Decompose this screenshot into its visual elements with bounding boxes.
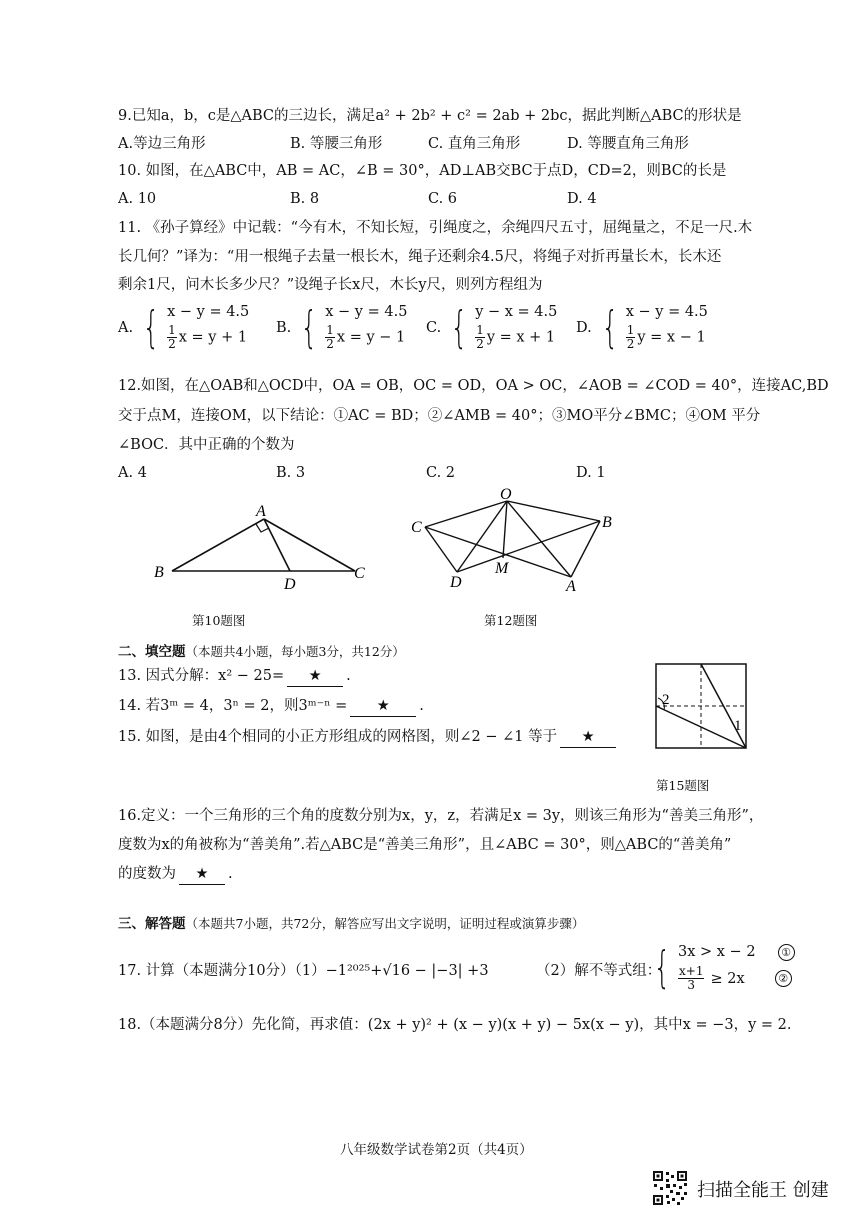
q9-option-b: B. 等腰三角形 xyxy=(290,136,383,152)
equation-2: y = x + 1 xyxy=(486,329,556,346)
option-label: B. xyxy=(276,319,292,336)
page-footer: 八年级数学试卷第2页（共4页） xyxy=(340,1142,533,1158)
q16-answer-blank: ★ xyxy=(179,864,225,885)
q11-line2: 长几何？”译为：“用一根绳子去量一根长木，绳子还剩余4.5尺，将绳子对折再量长木，长木还 xyxy=(118,249,722,265)
q12-line1: 12.如图，在△OAB和△OCD中，OA = OB，OC = OD，OA > OC，∠AOB = ∠COD = 40°，连接AC,BD xyxy=(118,378,829,394)
equation-1: x − y = 4.5 xyxy=(325,304,408,320)
option-label: D. xyxy=(576,319,592,336)
q14: 14. 若3ᵐ = 4，3ⁿ = 2，则3ᵐ⁻ⁿ = ★ . xyxy=(118,696,424,717)
figure-12-caption: 第12题图 xyxy=(484,613,538,628)
equation-2: x = y + 1 xyxy=(178,329,248,346)
figure-10 xyxy=(150,500,380,600)
q10-option-d: D. 4 xyxy=(567,191,597,207)
inequality-2-fraction: $\frac{x+1}{3}$ xyxy=(679,964,704,992)
option-label: C. xyxy=(426,319,442,336)
q11-option-b: B. { x − y = 4.5 $\frac{1}{2}$ x = y − 1 xyxy=(276,301,408,353)
q9-stem: 9.已知a，b，c是△ABC的三边长，满足a² + 2b² + c² = 2ab + 2bc，据此判断△ABC的形状是 xyxy=(118,108,742,124)
section-3-note: （本题共7小题，共72分，解答应写出文字说明，证明过程或演算步骤） xyxy=(185,916,585,931)
scanner-watermark: 扫描全能王 创建 xyxy=(697,1180,829,1201)
section-3-heading xyxy=(118,912,584,932)
q9-option-d: D. 等腰直角三角形 xyxy=(567,136,689,152)
section-2-heading xyxy=(118,640,405,660)
q12-option-a: A. 4 xyxy=(118,465,147,481)
half-fraction: $\frac{1}{2}$ xyxy=(476,323,484,351)
section-3-title: 三、解答题 xyxy=(118,916,186,932)
q10-option-a: A. 10 xyxy=(118,191,157,207)
q11-line3: 剩余1尺，问木长多少尺？”设绳子长x尺，木长y尺，则列方程组为 xyxy=(118,277,543,293)
q15-answer-blank: ★ xyxy=(560,727,616,748)
q13-stem: 13. 因式分解：x² − 25= xyxy=(118,668,285,684)
label-c: C xyxy=(354,565,365,582)
inequality-1: 3x > x − 2 xyxy=(678,944,756,960)
label-d: D xyxy=(450,574,462,591)
q12-line2: 交于点M，连接OM，以下结论：①AC = BD；②∠AMB = 40°；③MO平分∠BMC；④OM 平分 xyxy=(118,408,761,424)
label-b: B xyxy=(602,514,612,531)
q16-line1: 16.定义：一个三角形的三个角的度数分别为x，y，z，若满足x = 3y，则该三角形为“善美三角形”， xyxy=(118,808,764,824)
label-b: B xyxy=(154,564,164,581)
inequality-2-mark: ② xyxy=(775,970,792,987)
q18: 18.（本题满分8分）先化简，再求值：(2x + y)² + (x − y)(x + y) − 5x(x − y)，其中x = −3，y = 2. xyxy=(118,1017,792,1033)
q12-option-c: C. 2 xyxy=(426,465,456,481)
q11-option-a: A. { x − y = 4.5 $\frac{1}{2}$ x = y + 1 xyxy=(118,301,250,353)
figure-15 xyxy=(650,660,750,752)
label-a: A xyxy=(566,578,576,595)
label-m: M xyxy=(495,560,509,577)
q10-stem: 10. 如图，在△ABC中，AB = AC，∠B = 30°，AD⊥AB交BC于点D，CD=2，则BC的长是 xyxy=(118,163,727,179)
section-2-title: 二、填空题 xyxy=(118,644,186,660)
label-a: A xyxy=(256,503,266,520)
q17-part1: 17. 计算（本题满分10分）（1）−1²⁰²⁵+√16 − |−3| +3 xyxy=(118,963,489,979)
section-2-note: （本题共4小题，每小题3分，共12分） xyxy=(185,644,405,659)
q9-option-a: A.等边三角形 xyxy=(118,136,206,152)
figure-12 xyxy=(405,485,625,595)
q11-option-d: D. { x − y = 4.5 $\frac{1}{2}$ y = x − 1 xyxy=(576,301,708,353)
angle-1-label: 1 xyxy=(734,718,742,734)
label-o: O xyxy=(500,486,512,503)
q13: 13. 因式分解：x² − 25= ★ . xyxy=(118,666,351,687)
equation-2: y = x − 1 xyxy=(637,329,706,346)
q11-line1: 11. 《孙子算经》中记载：“今有木，不知长短，引绳度之，余绳四尺五寸，屈绳量之，不足一尺.木 xyxy=(118,220,753,236)
half-fraction: $\frac{1}{2}$ xyxy=(326,323,334,351)
q12-option-b: B. 3 xyxy=(276,465,306,481)
qr-code-icon xyxy=(652,1170,688,1206)
q12-line3: ∠BOC．其中正确的个数为 xyxy=(118,437,295,453)
q15-stem: 15. 如图，是由4个相同的小正方形组成的网格图，则∠2 − ∠1 等于 xyxy=(118,729,558,745)
label-d: D xyxy=(284,576,296,593)
q12-option-d: D. 1 xyxy=(576,465,606,481)
q9-option-c: C. 直角三角形 xyxy=(428,136,521,152)
q11-option-c: C. { y − x = 4.5 $\frac{1}{2}$ y = x + 1 xyxy=(426,301,558,353)
half-fraction: $\frac{1}{2}$ xyxy=(626,323,635,351)
q15 xyxy=(118,727,619,748)
q10-option-b: B. 8 xyxy=(290,191,320,207)
angle-2-label: 2 xyxy=(662,692,670,708)
q17-part2-label: （2）解不等式组： xyxy=(536,963,662,979)
inequality-1-mark: ① xyxy=(778,944,795,961)
q10-option-c: C. 6 xyxy=(428,191,458,207)
equation-1: y − x = 4.5 xyxy=(475,304,558,320)
q14-stem: 14. 若3ᵐ = 4，3ⁿ = 2，则3ᵐ⁻ⁿ = xyxy=(118,698,348,714)
q16-line2: 度数为x的角被称为“善美角”.若△ABC是“善美三角形”，且∠ABC = 30°，则△ABC的“善美角” xyxy=(118,837,732,853)
option-label: A. xyxy=(118,319,134,336)
figure-10-caption: 第10题图 xyxy=(192,613,246,628)
equation-1: x − y = 4.5 xyxy=(625,304,708,320)
q13-answer-blank: ★ xyxy=(287,666,343,687)
q14-answer-blank: ★ xyxy=(350,696,416,717)
q17-inequality-system: { 3x > x − 2 ① $\frac{x+1}{3}$ ≥ 2x ② xyxy=(648,944,795,992)
figure-15-caption: 第15题图 xyxy=(656,778,710,793)
label-c: C xyxy=(411,519,422,536)
half-fraction: $\frac{1}{2}$ xyxy=(168,323,176,351)
equation-1: x − y = 4.5 xyxy=(167,304,250,320)
inequality-2: ≥ 2x xyxy=(710,970,745,987)
q16-line3: 的度数为 ★ . xyxy=(118,864,233,885)
equation-2: x = y − 1 xyxy=(336,329,406,346)
